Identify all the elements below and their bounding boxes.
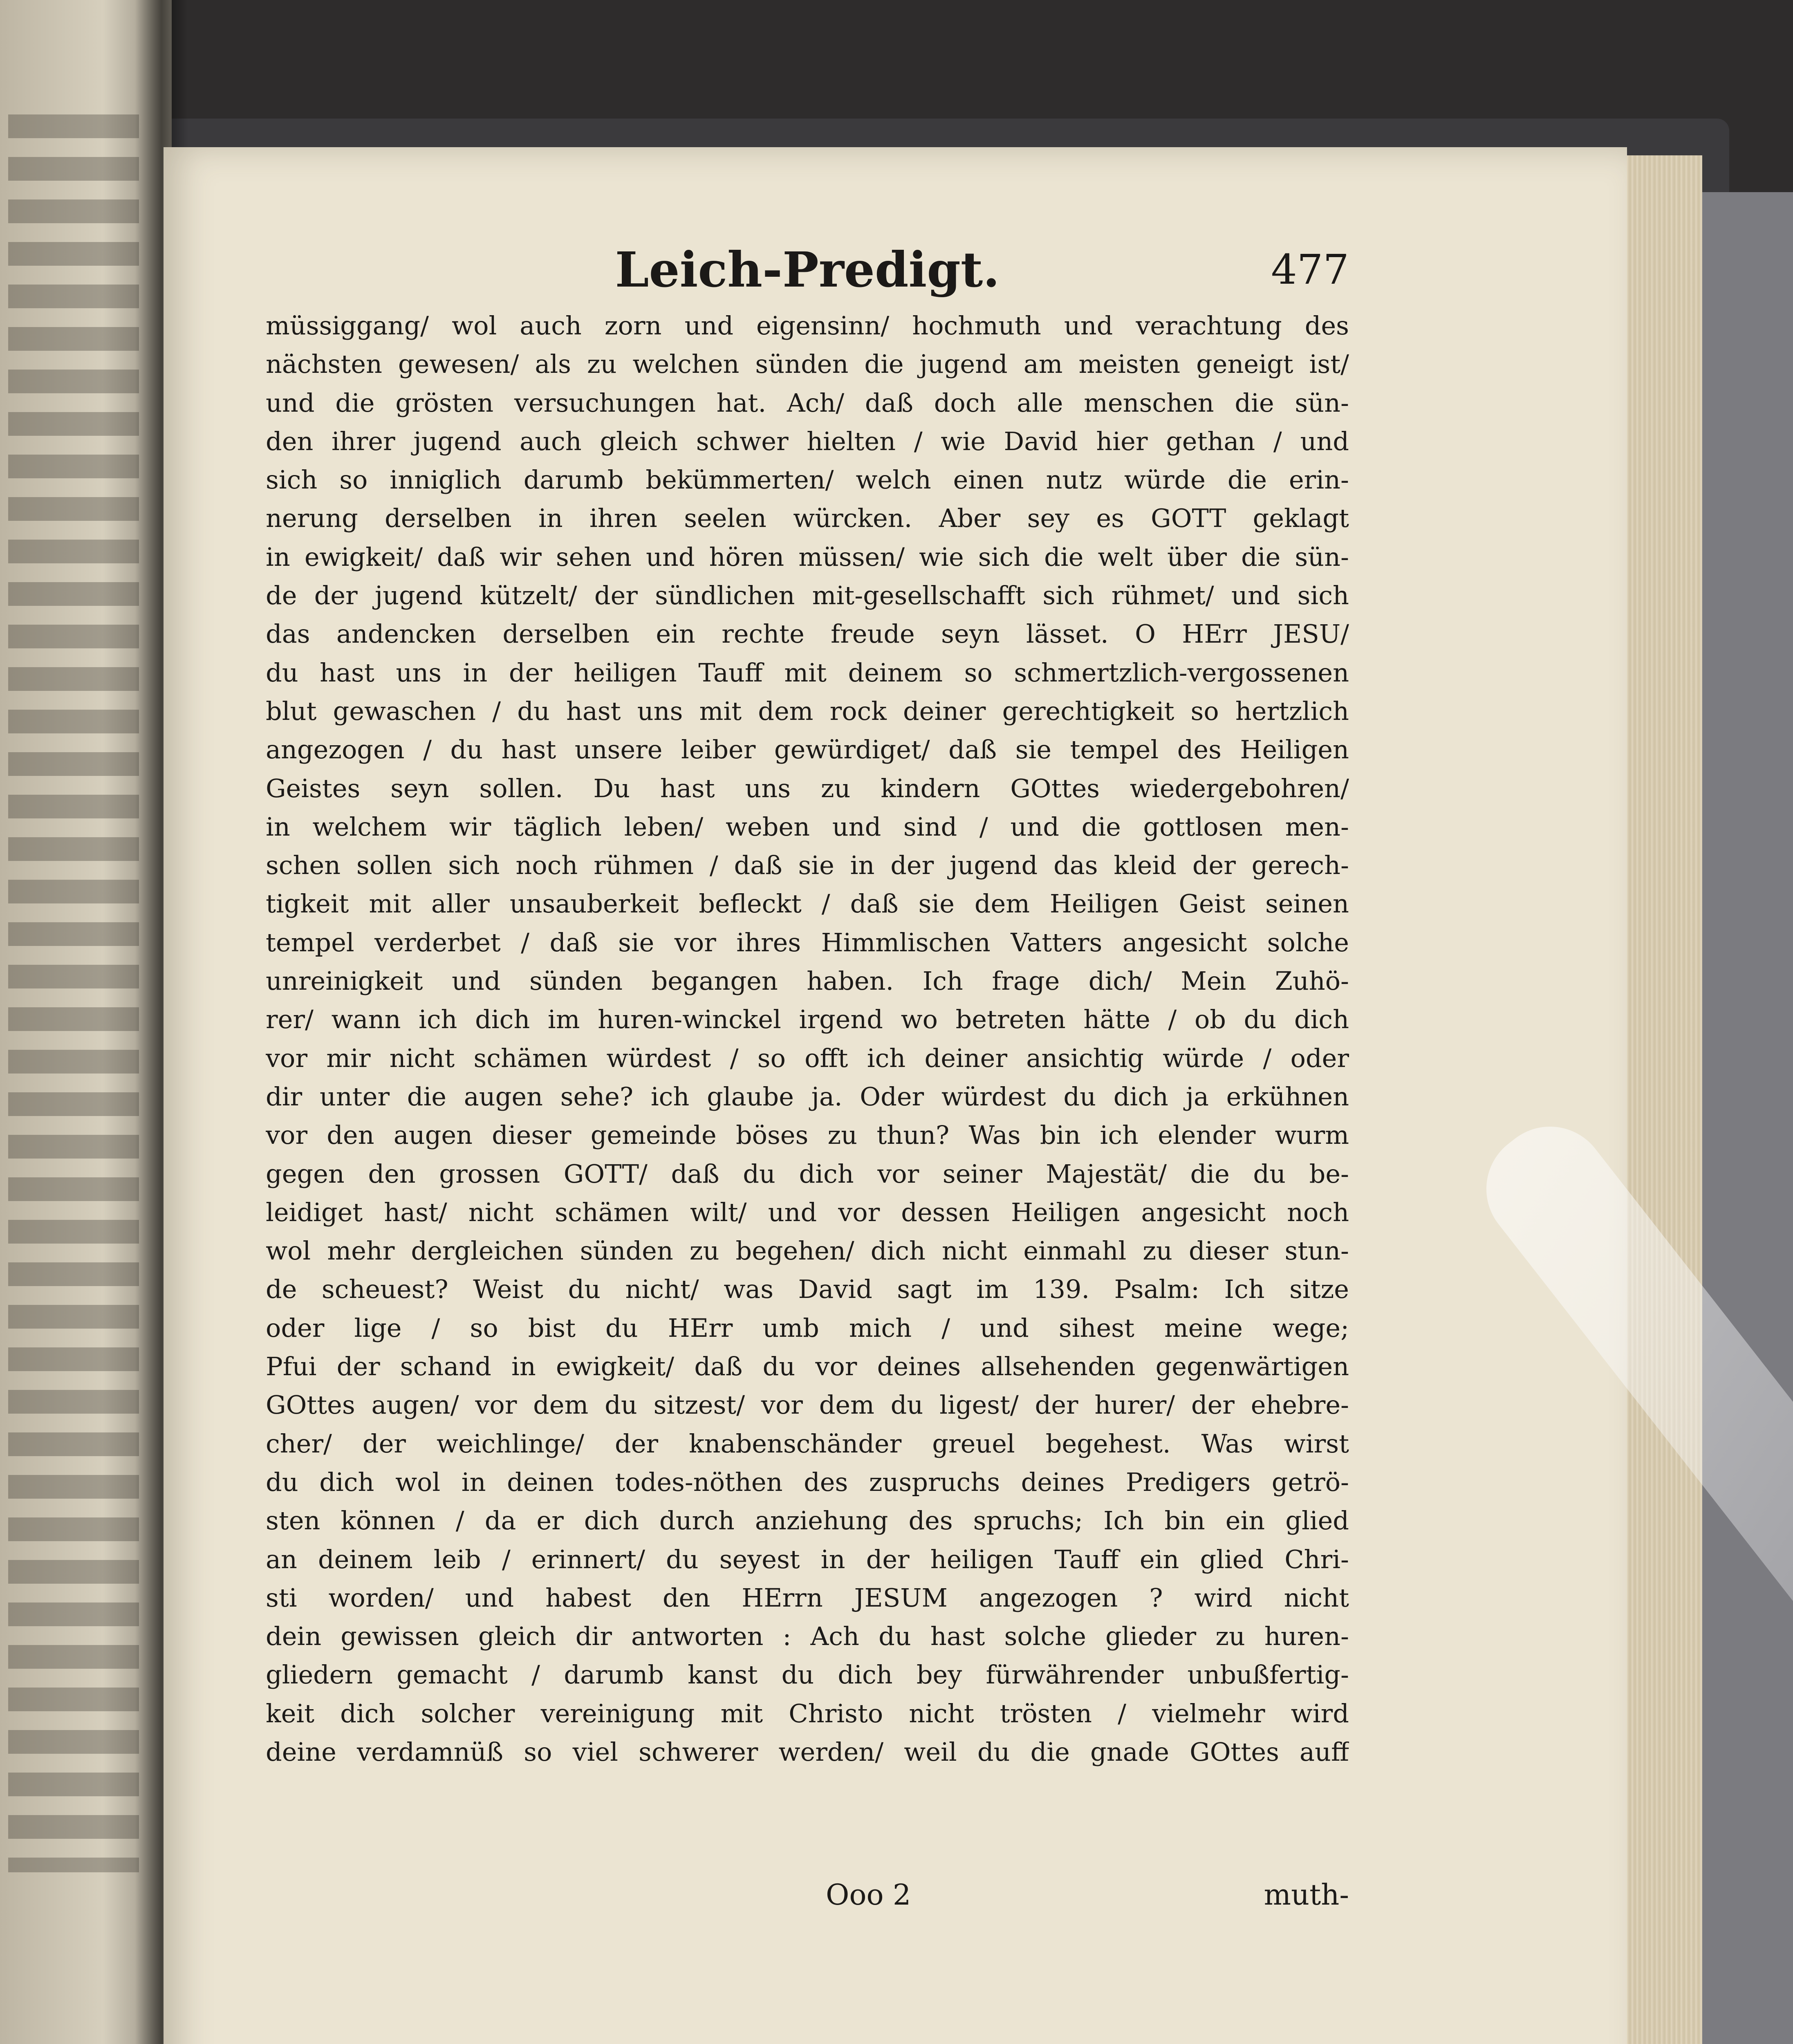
text-line: und die grösten versuchungen hat. Ach/ daß doch alle menschen die sün-: [266, 388, 1349, 418]
text-line: gegen den grossen GOTT/ daß du dich vor seiner Majestät/ die du be-: [266, 1159, 1349, 1189]
catchword: muth-: [1264, 1878, 1349, 1912]
text-line: unreinigkeit und sünden begangen haben. Ich frage dich/ Mein Zuhö-: [266, 966, 1349, 996]
text-line: sich so inniglich darumb bekümmerten/ welch einen nutz würde die erin-: [266, 465, 1349, 495]
text-line: angezogen / du hast unsere leiber gewürdiget/ daß sie tempel des Heiligen: [266, 735, 1349, 765]
page-footer: [266, 1872, 1349, 1917]
text-line: tigkeit mit aller unsauberkeit befleckt / daß sie dem Heiligen Geist seinen: [266, 889, 1349, 919]
text-line: deine verdamnüß so viel schwerer werden/ weil du die gnade GOttes auff: [266, 1737, 1349, 1767]
text-line: du dich wol in deinen todes-nöthen des zuspruchs deines Predigers getrö-: [266, 1467, 1349, 1497]
text-line: nächsten gewesen/ als zu welchen sünden die jugend am meisten geneigt ist/: [266, 349, 1349, 379]
text-line: dir unter die augen sehe? ich glaube ja. Oder würdest du dich ja erkühnen: [266, 1081, 1349, 1112]
text-line: tempel verderbet / daß sie vor ihres Himmlischen Vatters angesicht solche: [266, 927, 1349, 957]
text-line: sti worden/ und habest den HErrn JESUM angezogen ? wird nicht: [266, 1582, 1349, 1613]
text-line: in ewigkeit/ daß wir sehen und hören müssen/ wie sich die welt über die sün-: [266, 542, 1349, 572]
text-line: de scheuest? Weist du nicht/ was David sagt im 139. Psalm: Ich sitze: [266, 1274, 1349, 1304]
text-line: das andencken derselben ein rechte freude seyn lässet. O HErr JESU/: [266, 619, 1349, 649]
text-line: oder lige / so bist du HErr umb mich / und sihest meine wege;: [266, 1313, 1349, 1343]
running-title: Leich-Predigt.: [615, 241, 1000, 298]
text-line: den ihrer jugend auch gleich schwer hielten / wie David hier gethan / und: [266, 426, 1349, 456]
text-line: vor den augen dieser gemeinde böses zu thun? Was bin ich elender wurm: [266, 1120, 1349, 1150]
left-page-text-fragment: [8, 114, 139, 1872]
text-line: dein gewissen gleich dir antworten : Ach du hast solche glieder zu huren-: [266, 1621, 1349, 1652]
body-text: [266, 307, 1349, 1771]
text-line: wol mehr dergleichen sünden zu begehen/ dich nicht einmahl zu dieser stun-: [266, 1236, 1349, 1266]
text-line: leidiget hast/ nicht schämen wilt/ und vor dessen Heiligen angesicht noch: [266, 1197, 1349, 1227]
text-line: de der jugend kützelt/ der sündlichen mit-gesellschafft sich rühmet/ und sich: [266, 580, 1349, 611]
text-line: vor mir nicht schämen würdest / so offt ich deiner ansichtig würde / oder: [266, 1043, 1349, 1073]
text-line: du hast uns in der heiligen Tauff mit deinem so schmertzlich-vergossenen: [266, 657, 1349, 688]
signature-mark: Ooo 2: [826, 1878, 911, 1912]
text-line: an deinem leib / erinnert/ du seyest in der heiligen Tauff ein glied Chri-: [266, 1544, 1349, 1574]
text-line: blut gewaschen / du hast uns mit dem rock deiner gerechtigkeit so hertzlich: [266, 696, 1349, 726]
text-line: Geistes seyn sollen. Du hast uns zu kindern GOttes wiedergebohren/: [266, 773, 1349, 803]
text-line: rer/ wann ich dich im huren-winckel irgend wo betreten hätte / ob du dich: [266, 1004, 1349, 1035]
text-line: GOttes augen/ vor dem du sitzest/ vor dem du ligest/ der hurer/ der ehebre-: [266, 1390, 1349, 1420]
text-line: gliedern gemacht / darumb kanst du dich bey fürwährender unbußfertig-: [266, 1660, 1349, 1690]
page-header: [266, 239, 1349, 300]
text-line: müssiggang/ wol auch zorn und eigensinn/ hochmuth und verachtung des: [266, 311, 1349, 341]
text-line: keit dich solcher vereinigung mit Christo nicht trösten / vielmehr wird: [266, 1698, 1349, 1728]
text-line: in welchem wir täglich leben/ weben und sind / und die gottlosen men-: [266, 811, 1349, 842]
page-number: 477: [1271, 246, 1349, 294]
text-line: schen sollen sich noch rühmen / daß sie in der jugend das kleid der gerech-: [266, 850, 1349, 881]
text-line: sten können / da er dich durch anziehung des spruchs; Ich bin ein glied: [266, 1506, 1349, 1536]
text-line: nerung derselben in ihren seelen würcken. Aber sey es GOTT geklagt: [266, 503, 1349, 533]
text-line: cher/ der weichlinge/ der knabenschänder greuel begehest. Was wirst: [266, 1428, 1349, 1459]
text-line: Pfui der schand in ewigkeit/ daß du vor deines allsehenden gegenwärtigen: [266, 1351, 1349, 1382]
